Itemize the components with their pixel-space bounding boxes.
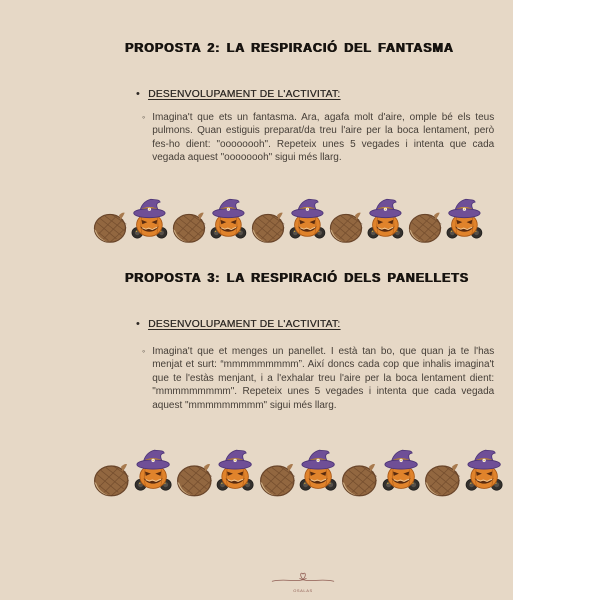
pumpkin-witch-icon (364, 193, 407, 244)
chestnut-icon (92, 462, 131, 498)
section-heading-proposta-3: PROPOSTA 3: LA RESPIRACIÓ DELS PANELLETS (125, 271, 469, 285)
logo-text: OSALAS (293, 588, 313, 593)
pumpkin-witch-icon (379, 442, 423, 498)
bullet-marker: • (136, 88, 141, 100)
footer-logo (269, 569, 337, 593)
chestnut-icon (175, 462, 214, 498)
sub-bullet-marker: ◦ (142, 112, 146, 122)
pumpkin-witch-icon (286, 193, 329, 244)
chestnut-icon (423, 462, 462, 498)
activity-paragraph (142, 345, 494, 412)
chestnut-icon (250, 211, 286, 244)
pumpkin-witch-icon (213, 442, 257, 498)
chestnut-icon (171, 211, 207, 244)
pumpkin-witch-icon (296, 442, 340, 498)
paragraph-text: Imagina't que et menges un panellet. I està tan bo, que quan ja te l'has menjat et surt: “mmmmmmmmm”. Així doncs cada cop que inhalis imagina't que te l'estàs menjant, i a l'exhalar treu l'aire per la boca lentament dient: "mmmmmmmmm". Repeteix unes 5 vegades i intenta que cada vegada aquest "mmmmmmmmm" sigui més llarg. (152, 346, 495, 411)
sub-bullet-marker: ◦ (142, 346, 146, 356)
activity-development-line (136, 318, 340, 330)
chestnut-icon (340, 462, 379, 498)
activity-development-line (136, 88, 340, 100)
activity-label: DESENVOLUPAMENT DE L'ACTIVITAT: (148, 89, 341, 100)
decoration-row (92, 440, 506, 498)
chestnut-icon (407, 211, 443, 244)
chestnut-icon (258, 462, 297, 498)
activity-paragraph (142, 111, 494, 165)
decoration-row (92, 192, 486, 244)
activity-label: DESENVOLUPAMENT DE L'ACTIVITAT: (148, 319, 341, 330)
bullet-marker: • (136, 318, 141, 330)
section-heading-proposta-2: PROPOSTA 2: LA RESPIRACIÓ DEL FANTASMA (125, 41, 454, 55)
heart-flourish-icon (270, 569, 336, 589)
chestnut-icon (328, 211, 364, 244)
pumpkin-witch-icon (207, 193, 250, 244)
pumpkin-witch-icon (443, 193, 486, 244)
pumpkin-witch-icon (128, 193, 171, 244)
chestnut-icon (92, 211, 128, 244)
pumpkin-witch-icon (131, 442, 175, 498)
paragraph-text: Imagina't que ets un fantasma. Ara, agafa molt d'aire, omple bé els teus pulmons. Quan estiguis preparat/da treu l'aire per la boca lentament, però fes-ho dient: "oooooooh". Repeteix unes 5 vegades i intenta que cada vegada aquest "oooooooh" sigui més llarg. (152, 112, 495, 164)
pumpkin-witch-icon (462, 442, 506, 498)
